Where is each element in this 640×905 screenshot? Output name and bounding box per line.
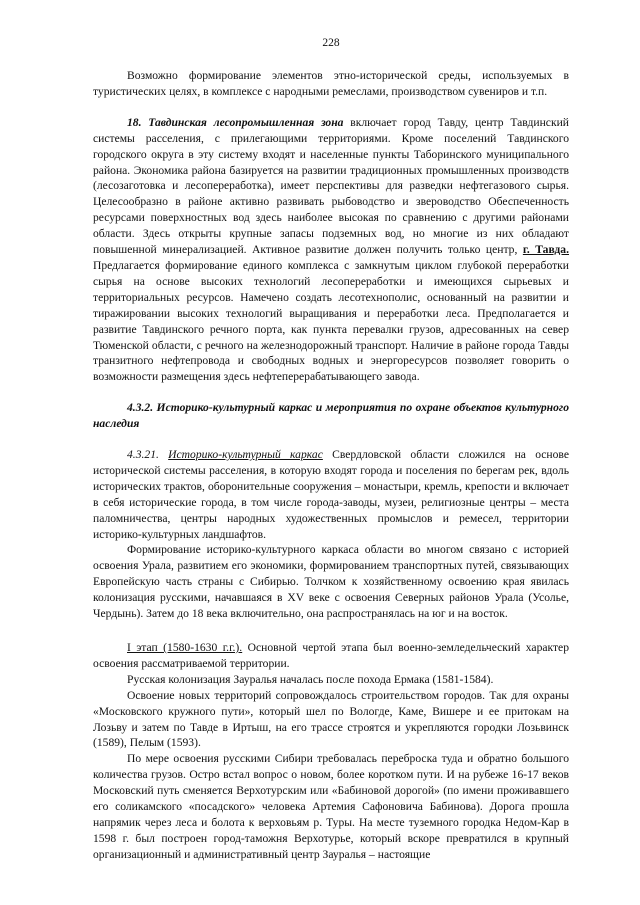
paragraph-framework-history: Формирование историко-культурного каркаса области во многом связано с историей освоения Урала, развитием его экономики, формированием транспортных путей, связывающих Европейскую часть страны с Сибирью. Толчком к хозяйственному освоению края явилась колонизация русскими, начавшаяся в XV веке с освоения Северных районов Урала (Усолье, Чердынь). Затем до 18 века включительно, она распространялась на юг и на восток. bbox=[93, 543, 569, 621]
zone-heading: 18. Тавдинская лесопромышленная зона bbox=[127, 115, 344, 129]
page-number: 228 bbox=[322, 37, 340, 49]
paragraph-new-territories: Освоение новых территорий сопровождалось строительством городов. Так для охраны «Московского кружного пути», который шел по Вологде, Каме, Вишере и ее притокам на Лозьву и затем по Тавде в Иртыш, на его трассе строятся и укрепляются городки Лозьвинск (1589), Пелым (1593). bbox=[93, 688, 569, 750]
stage-label: I этап (1580-1630 г.г.). bbox=[127, 641, 243, 654]
section-heading: 4.3.2. Историко-культурный каркас и мероприятия по охране объектов культурного наследия bbox=[93, 401, 569, 431]
paragraph-stage-one bbox=[93, 640, 569, 672]
city-name: г. Тавда. bbox=[522, 243, 569, 257]
paragraph-ethno-historical: Возможно формирование элементов этно-исторической среды, используемых в туристических целях, в комплексе с народными ремеслами, производством сувениров и т.п. bbox=[93, 69, 569, 98]
paragraph-tavda-zone bbox=[93, 115, 569, 385]
zone-text-a: включает город Тавду, центр Тавдинский системы расселения, с прилегающими территориями. Кроме поселений Тавдинского городского округа в эту систему входят и населенные пункты Таборинского муниципального района. Экономика района базируется на развитии традиционных промышленных производств (лесозаготовка и лесопереработка), имеет перспективы для разведки нефтегазового сырья. Целесообразно в районе активно развивать рыбоводство и звероводство Обеспеченность ресурсами поверхностных вод здесь наиболее высокая по сравнению с другими районами области. Здесь открыты крупные запасы подземных вод, но многие из них обладают повышенной минерализацией. Активное развитие должен получить только центр, bbox=[93, 115, 569, 257]
stage-text: Основной чертой этапа был военно-земледельческий характер освоения рассматриваемой территории. bbox=[93, 641, 569, 670]
paragraph-verkhoturye: По мере освоения русскими Сибири требовалась переброска туда и обратно большого количества грузов. Остро встал вопрос о новом, более коротком пути. И на рубеже 16-17 веков Московский путь сменяется Верхотурским или «Бабиновой дорогой» (по имени проживавшего его соликамского «посадского» человека Артемия Сафоновича Бабинова). Дорога прошла напрямик через леса и болота к верховьям р. Туры. На месте туземного городка Недом-Кар в 1598 г. был построен город-таможня Верхотурье, который вскоре превратился в крупный организационный и административный центр Зауралья – настоящие bbox=[93, 752, 569, 861]
framework-text: Свердловской области сложился на основе исторической системы расселения, в которую входят города и поселения по берегам рек, вдоль исторических трактов, оборонительные сооружения – монастыри, кремль, крепости и включает в себя исторические города, в том числе города-заводы, музеи, религиозные центры – места паломничества, центры народных художественных промыслов и ремесел, территории историко-культурных ландшафтов. bbox=[93, 448, 569, 541]
paragraph-framework bbox=[93, 447, 569, 542]
framework-term: Историко-культурный каркас bbox=[168, 448, 323, 462]
paragraph-colonization: Русская колонизация Зауралья началась после похода Ермака (1581-1584). bbox=[127, 672, 494, 686]
document-page bbox=[93, 36, 569, 863]
zone-text-b: Предлагается формирование единого комплекса с замкнутым циклом глубокой переработки сырья на основе высоких технологий лесопереработки и имеющихся сырьевых и территориальных ресурсов. Намечено создать лесотехнополис, основанный на развитии и тиражировании высоких технологий выращивания и переработки леса. Предполагается и развитие Тавдинского речного порта, как пункта перевалки грузов, адресованных на север Тюменской области, с речного на железнодорожный транспорт. Наличие в районе города Тавды транзитного нефтепровода и свободных водных и энергоресурсов позволяет говорить о возможности размещения здесь нефтеперерабатывающего завода. bbox=[93, 258, 569, 384]
clause-number: 4.3.21. bbox=[127, 448, 159, 462]
